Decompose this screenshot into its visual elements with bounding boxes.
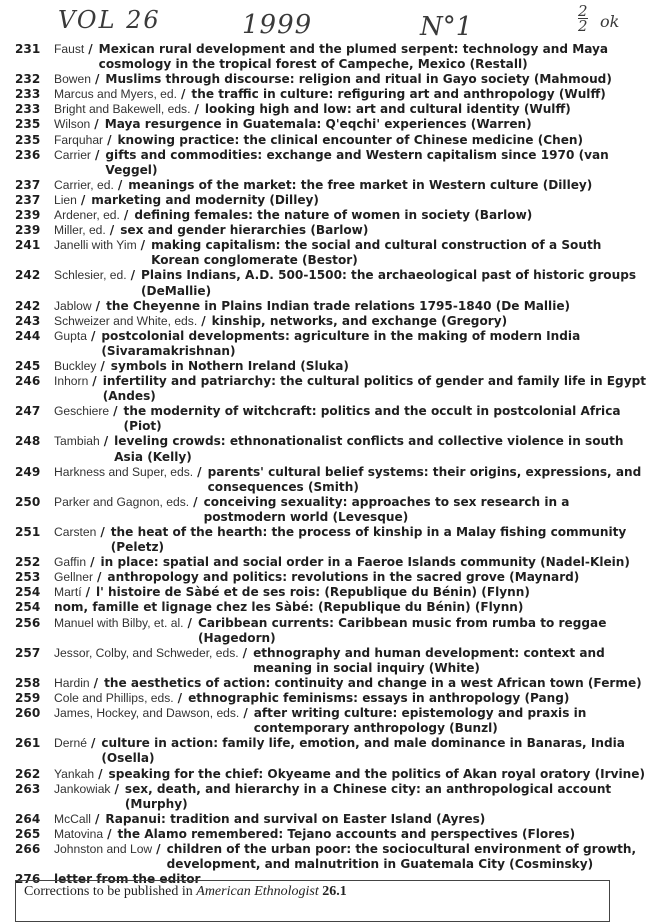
separator: /	[194, 102, 199, 117]
list-item	[0, 585, 650, 600]
entry-body	[54, 585, 650, 600]
separator: /	[94, 811, 100, 826]
entry-body	[54, 117, 650, 132]
separator: /	[94, 147, 100, 162]
entry-body	[54, 87, 650, 102]
entry-body	[54, 404, 650, 434]
author: James, Hockey, and Dawson, eds.	[54, 706, 240, 721]
corrections-prefix: Corrections to be published in	[24, 884, 193, 899]
list-item	[0, 676, 650, 691]
entry-body	[54, 133, 650, 148]
page-number: 252	[15, 555, 41, 570]
handwritten-issue-number: N°1	[420, 12, 473, 42]
author: Ardener, ed.	[54, 208, 120, 223]
list-item	[0, 495, 650, 525]
separator: /	[94, 117, 99, 132]
page-number: 242	[15, 268, 41, 283]
list-item	[0, 238, 650, 268]
handwritten-year: 1999	[242, 10, 313, 40]
entry-body	[54, 827, 650, 842]
page-number: 247	[15, 404, 41, 419]
list-item	[0, 72, 650, 87]
entry-body	[54, 706, 650, 736]
entry-body	[54, 495, 650, 525]
list-item	[0, 299, 650, 314]
list-item	[0, 842, 650, 872]
page-number: 239	[15, 223, 41, 238]
review-title: kinship, networks, and exchange (Gregory)	[211, 313, 508, 328]
list-item	[0, 600, 650, 615]
page-number: 250	[15, 494, 41, 509]
separator: /	[114, 781, 119, 796]
entry-body	[54, 782, 650, 812]
page-number: 241	[15, 238, 41, 253]
entry-body	[54, 72, 650, 87]
entry-body	[54, 314, 650, 329]
review-title: speaking for the chief: Okyeame and the politics of Akan royal oratory (Irvine)	[108, 766, 645, 781]
list-item	[0, 117, 650, 132]
page-number: 260	[15, 706, 41, 721]
review-title: Maya resurgence in Guatemala: Q'eqchi' experiences (Warren)	[104, 117, 532, 132]
separator: /	[90, 736, 96, 751]
list-item	[0, 193, 650, 208]
list-item	[0, 827, 650, 842]
page-number: 235	[15, 132, 41, 147]
entry-body	[54, 359, 650, 374]
entry-body	[54, 223, 650, 238]
separator: /	[187, 615, 192, 630]
list-item	[0, 555, 650, 570]
entry-body	[54, 299, 650, 314]
review-title: postcolonial developments: agriculture in the making of modern India (Sivaramakrishnan)	[101, 328, 581, 358]
review-title: children of the urban poor: the sociocultural environment of growth, development, and malnutrition in Guatemala City (Cosminsky)	[166, 841, 637, 872]
review-title: the Alamo remembered: Tejano accounts and perspectives (Flores)	[117, 826, 576, 841]
page-number: 263	[15, 781, 41, 796]
author: Inhorn	[54, 374, 89, 389]
entry-body	[54, 555, 650, 570]
separator: /	[156, 841, 161, 856]
page-number: 257	[15, 645, 41, 660]
author: Bowen	[54, 72, 91, 87]
list-item	[0, 736, 650, 766]
page-number: 233	[15, 102, 41, 117]
page-number: 237	[15, 192, 41, 207]
page-number: 276	[15, 872, 41, 887]
entry-body	[54, 616, 650, 646]
list-item	[0, 525, 650, 555]
review-title: meanings of the market: the free market in Western culture (Dilley)	[128, 177, 593, 192]
review-title: letter from the editor	[54, 872, 201, 887]
entry-body	[54, 676, 650, 691]
list-item	[0, 268, 650, 298]
author: Gaffin	[54, 555, 87, 570]
separator: /	[107, 132, 112, 147]
separator: /	[177, 691, 183, 706]
list-item	[0, 570, 650, 585]
separator: /	[85, 585, 90, 600]
review-title: in place: spatial and social order in a Faeroe Islands community (Nadel-Klein)	[100, 555, 630, 570]
handwritten-ok: ok	[600, 12, 620, 31]
entry-body	[54, 525, 650, 555]
separator: /	[98, 766, 103, 781]
author: Hardin	[54, 675, 90, 690]
handwritten-volume: VOL 26	[58, 6, 161, 34]
list-item	[0, 42, 650, 72]
separator: /	[100, 358, 105, 373]
author: Janelli with Yim	[54, 238, 137, 253]
separator: /	[243, 706, 248, 721]
page-number: 231	[15, 42, 41, 56]
review-title: anthropology and politics: revolutions in the sacred grove (Maynard)	[107, 570, 580, 585]
separator: /	[103, 434, 109, 449]
separator: /	[242, 645, 248, 660]
author: Marcus and Myers, ed.	[54, 87, 177, 102]
page-number: 265	[15, 826, 41, 841]
corrections-box	[15, 880, 610, 922]
separator: /	[90, 555, 95, 570]
entry-body	[54, 812, 650, 827]
review-title: gifts and commodities: exchange and Western capitalism since 1970 (van Veggel)	[105, 147, 609, 177]
separator: /	[197, 464, 202, 479]
author: Bright and Bakewell, eds.	[54, 102, 191, 117]
review-title: the heat of the hearth: the process of kinship in a Malay fishing community (Peletz)	[110, 525, 627, 555]
author: Geschiere	[54, 404, 110, 419]
page-number: 251	[15, 525, 41, 539]
separator: /	[117, 177, 123, 192]
author: Gupta	[54, 328, 87, 343]
entry-body	[54, 238, 650, 268]
separator: /	[94, 72, 100, 87]
page-number: 237	[15, 177, 41, 192]
review-title: Rapanui: tradition and survival on Easter Island (Ayres)	[105, 811, 486, 826]
separator: /	[113, 404, 118, 419]
author: Lien	[54, 192, 77, 207]
separator: /	[109, 223, 115, 238]
page-number: 256	[15, 615, 41, 630]
entry-body	[54, 374, 650, 404]
list-item	[0, 691, 650, 706]
page-number: 235	[15, 117, 41, 132]
corrections-note	[24, 884, 347, 900]
author: Carrier, ed.	[54, 177, 114, 192]
author: Cole and Phillips, eds.	[54, 691, 174, 706]
review-title: sex and gender hierarchies (Barlow)	[120, 223, 369, 238]
review-title: symbols in Nothern Ireland (Sluka)	[110, 358, 349, 373]
review-title: looking high and low: art and cultural identity (Wulff)	[204, 102, 571, 117]
list-item	[0, 102, 650, 117]
review-title: knowing practice: the clinical encounter of Chinese medicine (Chen)	[117, 132, 584, 147]
author: Manuel with Bilby, et. al.	[54, 615, 184, 630]
page-number: 236	[15, 147, 41, 162]
list-item	[0, 329, 650, 359]
list-item	[0, 706, 650, 736]
review-title: marketing and modernity (Dilley)	[91, 192, 319, 207]
separator: /	[123, 208, 129, 223]
handwritten-fraction	[578, 4, 588, 33]
page-number: 254	[15, 585, 41, 600]
review-title: nom, famille et lignage chez les Sàbé: (Republique du Bénin) (Flynn)	[54, 600, 524, 615]
entry-body	[54, 178, 650, 193]
review-title: culture in action: family life, emotion, and male dominance in Banaras, India (Osella)	[101, 736, 625, 766]
page-number: 249	[15, 464, 41, 479]
list-item	[0, 208, 650, 223]
review-title: the traffic in culture: refiguring art and anthropology (Wulff)	[191, 87, 606, 102]
page-number: 248	[15, 434, 41, 449]
separator: /	[95, 298, 101, 313]
separator: /	[193, 494, 198, 509]
list-item	[0, 782, 650, 812]
entry-body	[54, 434, 650, 464]
page-number: 246	[15, 374, 41, 389]
author: Faust	[54, 42, 85, 56]
author: Johnston and Low	[54, 841, 153, 856]
list-item	[0, 767, 650, 782]
entry-body	[54, 102, 650, 117]
review-title: l' histoire de Sàbé et de ses rois: (Republique du Bénin) (Flynn)	[95, 585, 530, 600]
separator: /	[88, 42, 93, 56]
entry-body	[54, 570, 650, 585]
separator: /	[92, 374, 97, 389]
separator: /	[201, 313, 206, 328]
separator: /	[181, 87, 186, 102]
review-title: Plains Indians, A.D. 500-1500: the archaeological past of historic groups (DeMallie)	[141, 268, 637, 298]
list-item	[0, 359, 650, 374]
list-item	[0, 404, 650, 434]
corrections-journal: American Ethnologist	[196, 884, 319, 899]
page-number: 244	[15, 328, 41, 343]
review-title: the aesthetics of action: continuity and change in a west African town (Ferme)	[104, 675, 642, 690]
page-number: 243	[15, 313, 41, 328]
author: Miller, ed.	[54, 223, 106, 238]
entry-body	[54, 193, 650, 208]
list-item	[0, 148, 650, 178]
author: Schlesier, ed.	[54, 268, 127, 283]
author: Buckley	[54, 358, 97, 373]
page-number: 232	[15, 72, 41, 87]
list-item	[0, 178, 650, 193]
entry-body	[54, 148, 650, 178]
author: Martí	[54, 585, 82, 600]
review-title: ethnographic feminisms: essays in anthropology (Pang)	[188, 691, 570, 706]
page-number: 262	[15, 766, 41, 781]
author: Carsten	[54, 525, 97, 539]
page-number: 242	[15, 298, 41, 313]
review-title: the Cheyenne in Plains Indian trade relations 1795-1840 (De Mallie)	[106, 298, 571, 313]
author: Jessor, Colby, and Schweder, eds.	[54, 645, 239, 660]
list-item	[0, 223, 650, 238]
author: Farquhar	[54, 132, 104, 147]
separator: /	[93, 675, 99, 690]
author: Gellner	[54, 570, 93, 585]
review-title: Mexican rural development and the plumed serpent: technology and Maya cosmology in the tropical forest of Campeche, Mexico (Restall)	[98, 42, 609, 72]
entry-body	[54, 208, 650, 223]
separator: /	[140, 238, 146, 253]
list-item	[0, 374, 650, 404]
list-item	[0, 314, 650, 329]
list-item	[0, 465, 650, 495]
review-title: leveling crowds: ethnonationalist conflicts and collective violence in south Asia (Kelly)	[114, 434, 624, 464]
author: McCall	[54, 811, 91, 826]
review-list	[0, 42, 650, 887]
entry-body	[54, 691, 650, 706]
list-item	[0, 434, 650, 464]
review-title: Muslims through discourse: religion and ritual in Gayo society (Mahmoud)	[105, 72, 612, 87]
entry-body	[54, 329, 650, 359]
corrections-issue: 26.1	[322, 884, 347, 899]
author: Schweizer and White, eds.	[54, 313, 198, 328]
author: Derné	[54, 736, 87, 751]
separator: /	[97, 570, 102, 585]
page-number: 254	[15, 600, 41, 615]
list-item	[0, 616, 650, 646]
page-number: 266	[15, 841, 41, 856]
author: Jablow	[54, 298, 92, 313]
entry-body	[54, 767, 650, 782]
entry-body	[54, 600, 650, 615]
review-title: parents' cultural belief systems: their origins, expressions, and consequences (Smith)	[207, 464, 642, 494]
fraction-top: 2	[578, 2, 588, 20]
author: Tambiah	[54, 434, 100, 449]
author: Carrier	[54, 147, 91, 162]
author: Wilson	[54, 117, 91, 132]
page-number: 261	[15, 736, 41, 751]
page-number: 239	[15, 208, 41, 223]
review-title: after writing culture: epistemology and praxis in contemporary anthropology (Bunzl)	[253, 706, 587, 736]
list-item	[0, 646, 650, 676]
page-number: 233	[15, 87, 41, 102]
entry-body	[54, 42, 650, 72]
review-title: infertility and patriarchy: the cultural politics of gender and family life in Egypt (Andes)	[102, 374, 647, 404]
author: Parker and Gagnon, eds.	[54, 494, 190, 509]
review-title: making capitalism: the social and cultural construction of a South Korean conglomerate (Bestor)	[151, 238, 602, 268]
separator: /	[130, 268, 136, 283]
page-number: 258	[15, 675, 41, 690]
separator: /	[80, 192, 86, 207]
separator: /	[90, 328, 96, 343]
author: Yankah	[54, 766, 95, 781]
review-title: ethnography and human development: context and meaning in social inquiry (White)	[253, 645, 605, 675]
separator: /	[100, 525, 105, 539]
fraction-bottom: 2	[578, 17, 588, 35]
review-title: sex, death, and hierarchy in a Chinese city: an anthropological account (Murphy)	[124, 781, 612, 811]
separator: /	[107, 826, 112, 841]
page-number: 264	[15, 811, 41, 826]
review-title: conceiving sexuality: approaches to sex research in a postmodern world (Levesque)	[203, 494, 570, 524]
author: Matovina	[54, 826, 104, 841]
entry-body	[54, 465, 650, 495]
entry-body	[54, 736, 650, 766]
list-item	[0, 87, 650, 102]
page-number: 259	[15, 691, 41, 706]
author: Harkness and Super, eds.	[54, 464, 194, 479]
entry-body	[54, 268, 650, 298]
page-number: 245	[15, 358, 41, 373]
review-title: defining females: the nature of women in society (Barlow)	[134, 208, 533, 223]
page-number: 253	[15, 570, 41, 585]
review-title: Caribbean currents: Caribbean music from rumba to reggae (Hagedorn)	[197, 615, 607, 645]
list-item	[0, 812, 650, 827]
list-item	[0, 133, 650, 148]
entry-body	[54, 646, 650, 676]
review-title: the modernity of witchcraft: politics and the occult in postcolonial Africa (Piot)	[123, 404, 621, 434]
entry-body	[54, 842, 650, 872]
author: Jankowiak	[54, 781, 111, 796]
